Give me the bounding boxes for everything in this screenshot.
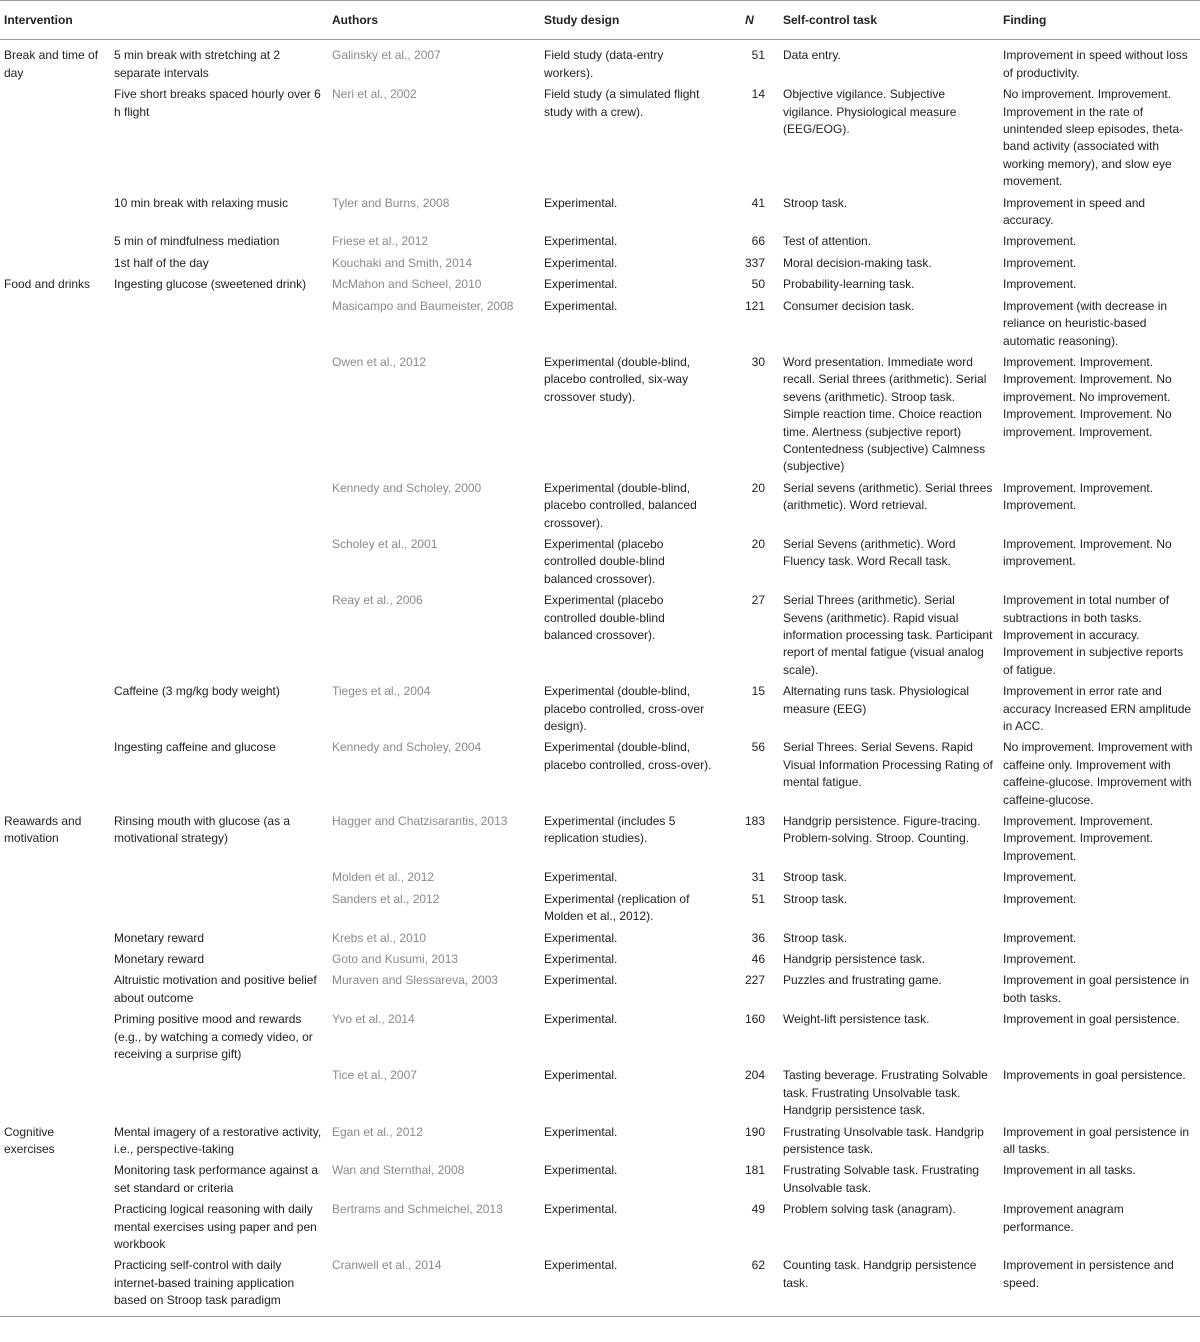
- cell-self-control-task: Serial Threes (arithmetic). Serial Sevens (arithmetic). Rapid visual information processing task. Participant report of mental fatigue (visual analog scale).: [783, 593, 993, 677]
- cell-study-design: Experimental.: [544, 930, 618, 945]
- cell-n: 183: [744, 814, 765, 829]
- cell-n: 20: [751, 536, 765, 551]
- cell-self-control-task: Handgrip persistence. Figure-tracing. Problem-solving. Stroop. Counting.: [783, 814, 981, 846]
- cell-study-design: Experimental.: [544, 870, 618, 885]
- header-n: N: [720, 1, 779, 40]
- cell-intervention: [0, 1065, 110, 1121]
- table-row: [0, 889, 1200, 928]
- table-row: [0, 1122, 1200, 1161]
- cell-method: [110, 478, 328, 534]
- cell-study-design: Experimental.: [544, 1202, 618, 1217]
- cell-finding: Improvement in speed and accuracy.: [1003, 195, 1146, 228]
- cell-method: Rinsing mouth with glucose (as a motivational strategy): [114, 814, 291, 846]
- cell-self-control-task: Counting task. Handgrip persistence task.: [779, 1255, 999, 1316]
- cell-self-control-task: Puzzles and frustrating game.: [783, 973, 942, 988]
- table-row: [0, 193, 1200, 232]
- cell-method: Altruistic motivation and positive belief about outcome: [114, 973, 317, 1005]
- cell-author[interactable]: Yvo et al., 2014: [332, 1012, 415, 1027]
- cell-study-design: Experimental.: [544, 1068, 618, 1083]
- cell-n: 204: [744, 1068, 765, 1083]
- cell-self-control-task: Word presentation. Immediate word recall. Serial threes (arithmetic). Serial sevens (arithmetic). Stroop task. Simple reaction time. Choice reaction time. Alertness (subjective report) Contentedness (subjective) Calmness (subjective): [783, 354, 987, 474]
- cell-self-control-task: Objective vigilance. Subjective vigilance. Physiological measure (EEG/EOG).: [783, 87, 957, 137]
- table-row: [0, 253, 1200, 274]
- cell-method: Monetary reward: [114, 951, 205, 966]
- cell-study-design: Experimental.: [544, 951, 618, 966]
- cell-author[interactable]: McMahon and Scheel, 2010: [332, 277, 482, 292]
- cell-intervention: Food and drinks: [4, 277, 91, 292]
- cell-intervention: [0, 253, 110, 274]
- cell-intervention: [0, 1199, 110, 1255]
- cell-study-design: Experimental.: [544, 277, 618, 292]
- cell-finding: Improvement.: [1003, 277, 1077, 292]
- header-authors: Authors: [328, 1, 540, 40]
- cell-study-design: Experimental.: [544, 973, 618, 988]
- cell-author[interactable]: Molden et al., 2012: [332, 870, 435, 885]
- cell-self-control-task: Frustrating Unsolvable task. Handgrip persistence task.: [783, 1124, 984, 1156]
- cell-self-control-task: Alternating runs task. Physiological measure (EEG): [783, 684, 970, 716]
- cell-finding: Improvement in total number of subtractions in both tasks. Improvement in accuracy. Improvement in subjective reports of fatigue.: [1003, 593, 1184, 677]
- cell-author[interactable]: Sanders et al., 2012: [332, 891, 440, 906]
- cell-finding: Improvement. Improvement. No improvement.: [1003, 536, 1172, 569]
- cell-study-design: Experimental (placebo controlled double-blind balanced crossover).: [544, 593, 665, 642]
- cell-author[interactable]: Hagger and Chatzisarantis, 2013: [332, 814, 508, 829]
- cell-intervention: Reawards and motivation: [4, 814, 82, 846]
- cell-finding: Improvement in all tasks.: [1003, 1163, 1136, 1178]
- cell-self-control-task: Stroop task.: [783, 870, 848, 885]
- table-row: [0, 811, 1200, 867]
- cell-n: 190: [744, 1124, 765, 1139]
- cell-self-control-task: Serial sevens (arithmetic). Serial threes (arithmetic). Word retrieval.: [783, 480, 993, 513]
- cell-self-control-task: Weight-lift persistence task.: [783, 1012, 930, 1027]
- cell-self-control-task: Frustrating Solvable task. Frustrating Unsolvable task.: [783, 1163, 980, 1195]
- cell-n: 30: [751, 354, 765, 369]
- cell-n: 56: [751, 740, 765, 755]
- cell-intervention: [0, 737, 110, 811]
- cell-intervention: [0, 84, 110, 192]
- header-study-design: Study design: [540, 1, 720, 40]
- cell-n: 62: [720, 1255, 779, 1316]
- cell-finding: Improvement anagram performance.: [1003, 1202, 1124, 1234]
- cell-study-design: Field study (data-entry workers).: [544, 48, 664, 80]
- cell-study-design: Experimental.: [540, 1255, 720, 1316]
- cell-self-control-task: Consumer decision task.: [783, 298, 915, 313]
- table-row: [0, 928, 1200, 949]
- cell-self-control-task: Tasting beverage. Frustrating Solvable task. Frustrating Unsolvable task. Handgrip persistence task.: [783, 1068, 988, 1118]
- table-row: [0, 1065, 1200, 1121]
- cell-author[interactable]: Galinsky et al., 2007: [332, 48, 441, 63]
- cell-intervention: [0, 534, 110, 590]
- table-row: [0, 737, 1200, 811]
- cell-n: 41: [751, 195, 765, 210]
- cell-author[interactable]: Egan et al., 2012: [332, 1124, 423, 1139]
- cell-study-design: Experimental (double-blind, placebo controlled, six-way crossover study).: [544, 354, 691, 404]
- cell-finding: Improvement (with decrease in reliance on heuristic-based automatic reasoning).: [1003, 298, 1168, 348]
- cell-intervention: [0, 231, 110, 252]
- cell-finding: No improvement. Improvement with caffeine only. Improvement with caffeine-glucose. Improvement with caffeine-glucose.: [1003, 740, 1193, 807]
- cell-method: [110, 534, 328, 590]
- cell-author[interactable]: Kouchaki and Smith, 2014: [332, 255, 473, 270]
- cell-intervention: [0, 928, 110, 949]
- cell-method: [110, 352, 328, 478]
- cell-method: 10 min break with relaxing music: [114, 195, 289, 210]
- cell-n: 50: [751, 277, 765, 292]
- cell-method: Ingesting glucose (sweetened drink): [114, 277, 307, 292]
- cell-self-control-task: Probability-learning task.: [783, 277, 915, 292]
- cell-study-design: Field study (a simulated flight study with a crew).: [544, 87, 700, 119]
- cell-author[interactable]: Tieges et al., 2004: [332, 684, 431, 699]
- cell-n: 36: [751, 930, 765, 945]
- cell-author[interactable]: Tice et al., 2007: [332, 1068, 417, 1083]
- cell-study-design: Experimental.: [544, 298, 618, 313]
- cell-author[interactable]: Owen et al., 2012: [332, 354, 427, 369]
- cell-method: [110, 867, 328, 888]
- cell-study-design: Experimental (double-blind, placebo controlled, cross-over design).: [544, 684, 705, 734]
- cell-study-design: Experimental.: [544, 1012, 618, 1027]
- cell-n: 66: [751, 234, 765, 249]
- cell-n: 227: [744, 973, 765, 988]
- cell-self-control-task: Stroop task.: [783, 930, 848, 945]
- header-self-control-task: Self-control task: [779, 1, 999, 40]
- cell-finding: Improvement.: [1003, 234, 1077, 249]
- table-row: [0, 949, 1200, 970]
- cell-finding: Improvement.: [1003, 870, 1077, 885]
- cell-author[interactable]: Goto and Kusumi, 2013: [332, 951, 459, 966]
- table-row: [0, 590, 1200, 681]
- cell-n: 31: [751, 870, 765, 885]
- header-finding: Finding: [999, 1, 1200, 40]
- cell-n: 20: [751, 480, 765, 495]
- cell-intervention: [0, 889, 110, 928]
- table-row: [0, 1255, 1200, 1316]
- table-header-row: [0, 1, 1200, 40]
- cell-self-control-task: Test of attention.: [783, 234, 872, 249]
- cell-self-control-task: Stroop task.: [783, 891, 848, 906]
- table-row: [0, 274, 1200, 295]
- cell-self-control-task: Serial Sevens (arithmetic). Word Fluency task. Word Recall task.: [783, 536, 956, 569]
- cell-intervention: [0, 681, 110, 737]
- cell-finding: Improvement in goal persistence in all tasks.: [1003, 1124, 1190, 1156]
- cell-study-design: Experimental.: [544, 1163, 618, 1178]
- cell-intervention: [0, 478, 110, 534]
- cell-intervention: [0, 352, 110, 478]
- cell-author[interactable]: Krebs et al., 2010: [332, 930, 427, 945]
- cell-method: [110, 1065, 328, 1121]
- cell-study-design: Experimental.: [544, 234, 618, 249]
- cell-finding: Improvement in speed without loss of productivity.: [1003, 48, 1188, 80]
- cell-study-design: Experimental (replication of Molden et al., 2012).: [544, 891, 690, 924]
- cell-method: Practicing self-control with daily internet-based training application based on Stroop task paradigm: [110, 1255, 328, 1316]
- cell-author[interactable]: Scholey et al., 2001: [332, 536, 438, 551]
- table-row: [0, 231, 1200, 252]
- cell-method: Practicing logical reasoning with daily mental exercises using paper and pen workbook: [114, 1202, 317, 1251]
- cell-method: Priming positive mood and rewards (e.g., by watching a comedy video, or receiving a surprise gift): [114, 1012, 313, 1061]
- table-row: [0, 1160, 1200, 1199]
- cell-self-control-task: Stroop task.: [783, 195, 848, 210]
- cell-study-design: Experimental (placebo controlled double-blind balanced crossover).: [544, 536, 665, 586]
- cell-author[interactable]: Wan and Sternthal, 2008: [332, 1163, 465, 1178]
- cell-finding: Improvement. Improvement. Improvement.: [1003, 480, 1154, 513]
- cell-method: Monetary reward: [114, 930, 205, 945]
- cell-finding: Improvement in goal persistence.: [1003, 1012, 1180, 1027]
- cell-intervention: Cognitive exercises: [4, 1124, 55, 1156]
- cell-n: 337: [744, 255, 765, 270]
- cell-method: 5 min break with stretching at 2 separate intervals: [114, 48, 281, 80]
- cell-method: Mental imagery of a restorative activity, i.e., perspective-taking: [114, 1124, 322, 1156]
- cell-finding: Improvement in goal persistence in both tasks.: [1003, 973, 1190, 1005]
- cell-author[interactable]: Cranwell et al., 2014: [328, 1255, 540, 1316]
- cell-self-control-task: Data entry.: [783, 48, 841, 63]
- table-row: [0, 352, 1200, 478]
- cell-finding: Improvement. Improvement. Improvement. Improvement. Improvement.: [1003, 814, 1154, 863]
- cell-method: [110, 889, 328, 928]
- cell-intervention: [0, 970, 110, 1009]
- cell-n: 15: [751, 684, 765, 699]
- cell-self-control-task: Handgrip persistence task.: [783, 951, 926, 966]
- cell-finding: Improvement.: [1003, 951, 1077, 966]
- cell-method: [110, 590, 328, 681]
- cell-method: Ingesting caffeine and glucose: [114, 740, 276, 755]
- cell-author[interactable]: Tyler and Burns, 2008: [332, 195, 450, 210]
- table-row: [0, 296, 1200, 352]
- cell-intervention: [0, 296, 110, 352]
- cell-study-design: Experimental.: [544, 255, 618, 270]
- cell-author[interactable]: Kennedy and Scholey, 2000: [332, 480, 482, 495]
- table-row: [0, 40, 1200, 84]
- cell-intervention: Break and time of day: [4, 48, 99, 80]
- cell-finding: Improvements in goal persistence.: [1003, 1068, 1186, 1083]
- table-row: [0, 681, 1200, 737]
- cell-finding: Improvement.: [1003, 891, 1077, 906]
- cell-intervention: [0, 867, 110, 888]
- cell-intervention: [0, 1255, 110, 1316]
- cell-n: 49: [751, 1202, 765, 1217]
- cell-intervention: [0, 1009, 110, 1065]
- cell-n: 160: [744, 1012, 765, 1027]
- cell-n: 14: [751, 87, 765, 102]
- cell-author[interactable]: Reay et al., 2006: [332, 593, 423, 608]
- cell-author[interactable]: Masicampo and Baumeister, 2008: [332, 298, 514, 313]
- table-row: [0, 84, 1200, 192]
- header-intervention: Intervention: [0, 1, 110, 40]
- cell-finding: Improvement in error rate and accuracy Increased ERN amplitude in ACC.: [1003, 684, 1192, 734]
- cell-intervention: [0, 1160, 110, 1199]
- header-method: [110, 1, 328, 40]
- cell-method: 5 min of mindfulness mediation: [114, 234, 280, 249]
- cell-method: [110, 296, 328, 352]
- cell-n: 46: [751, 951, 765, 966]
- cell-finding: Improvement. Improvement. Improvement. Improvement. No improvement. No improvement. Improvement. Improvement. No improvement. Improvement.: [1003, 354, 1172, 439]
- cell-author[interactable]: Neri et al., 2002: [332, 87, 417, 102]
- table-row: [0, 534, 1200, 590]
- cell-study-design: Experimental (double-blind, placebo controlled, cross-over).: [544, 740, 712, 772]
- table-row: [0, 867, 1200, 888]
- cell-n: 27: [751, 593, 765, 608]
- cell-finding: No improvement. Improvement. Improvement in the rate of unintended sleep episodes, theta-band activity (associated with working memory), and slow eye movement.: [1003, 87, 1184, 189]
- cell-study-design: Experimental.: [544, 195, 618, 210]
- table-row: [0, 1199, 1200, 1255]
- cell-study-design: Experimental (double-blind, placebo controlled, balanced crossover).: [544, 480, 697, 530]
- cell-self-control-task: Moral decision-making task.: [783, 255, 932, 270]
- cell-author[interactable]: Friese et al., 2012: [332, 234, 429, 249]
- cell-n: 121: [744, 298, 765, 313]
- cell-author[interactable]: Kennedy and Scholey, 2004: [332, 740, 482, 755]
- cell-self-control-task: Serial Threes. Serial Sevens. Rapid Visual Information Processing Rating of mental fatigue.: [783, 740, 993, 790]
- cell-intervention: [0, 949, 110, 970]
- cell-method: Monitoring task performance against a set standard or criteria: [114, 1163, 319, 1195]
- cell-n: 51: [751, 891, 765, 906]
- cell-n: 51: [751, 48, 765, 63]
- cell-intervention: [0, 590, 110, 681]
- cell-finding: Improvement.: [1003, 930, 1077, 945]
- cell-author[interactable]: Muraven and Slessareva, 2003: [332, 973, 499, 988]
- cell-intervention: [0, 193, 110, 232]
- cell-self-control-task: Problem solving task (anagram).: [783, 1202, 956, 1217]
- table-row: [0, 1009, 1200, 1065]
- cell-method: Caffeine (3 mg/kg body weight): [114, 684, 280, 699]
- cell-method: Five short breaks spaced hourly over 6 h flight: [114, 87, 321, 119]
- cell-method: 1st half of the day: [114, 255, 209, 270]
- table-row: [0, 970, 1200, 1009]
- cell-author[interactable]: Bertrams and Schmeichel, 2013: [332, 1202, 503, 1217]
- cell-n: 181: [744, 1163, 765, 1178]
- cell-study-design: Experimental.: [544, 1124, 618, 1139]
- cell-study-design: Experimental (includes 5 replication studies).: [544, 814, 676, 846]
- table-row: [0, 478, 1200, 534]
- cell-finding: Improvement in persistence and speed.: [999, 1255, 1200, 1316]
- cell-finding: Improvement.: [1003, 255, 1077, 270]
- table-body: [0, 40, 1200, 1316]
